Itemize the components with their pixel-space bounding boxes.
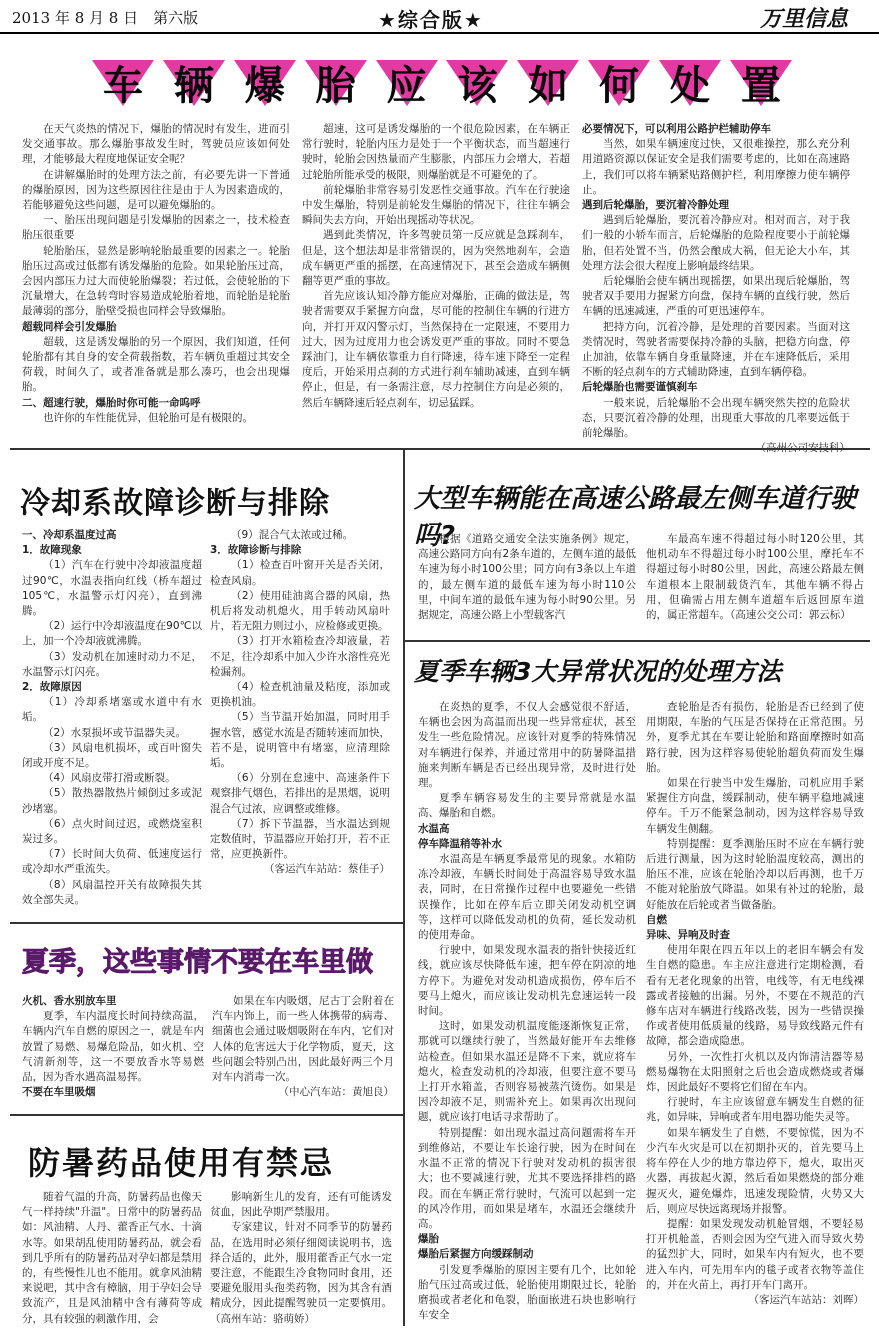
paragraph: 使用年限在四五年以上的老旧车辆会有发生自燃的隐患。车主应注意进行定期检测，看看有无老化现象的出管，电线等，有无电线裸露或者接触的出漏。另外，不要在不规范的汽修车店对车辆进行线路改装，因为一些错误操作或者使用低质量的线路，易导致线路元件有故障，都会造成隐患。 (646, 944, 864, 1048)
paragraph: 自燃 (646, 913, 667, 926)
paragraph: 一、胎压出现问题是引发爆胎的因素之一，技术检查胎压很重要 (22, 214, 290, 242)
paragraph: 把持方向，沉着冷静，是处理的首要因素。当面对这类情况时，驾驶者需要保持冷静的头脑，把稳方向盘，停止加油，依靠车辆自身重量降速，并在车速降低后，采用不断的轻点刹车的方式辅助降速，直到车辆停稳。 (582, 320, 850, 379)
article-left-lane-col1 (418, 532, 636, 636)
title-char: 爆 (244, 62, 285, 109)
paragraph: 根据《道路交通安全法实施条例》规定，高速公路同方向有2条车道的，左侧车道的最低车速为每小时100公里；同方向有3条以上车道的，最左侧车道的最低车速为每小时110公里，中间车道的最低车速为每小时90公里。另据规定，高速公路上小型载客汽 (418, 533, 636, 622)
paragraph: 在天气炎热的情况下，爆胎的情况时有发生，进而引发交通事故。那么爆胎事故发生时，驾驶员应该如何处理，才能够最大程度地保证安全呢？ (22, 123, 290, 166)
paragraph: 停车降温稍等补水 (418, 837, 502, 850)
paragraph: 引发夏季爆胎的原因主要有几个，比如轮胎气压过高或过低，轮胎使用期限过长，轮胎磨损或者老化和龟裂，胎面嵌进石块也影响行车安全 (418, 1263, 636, 1322)
title-char: 处 (670, 62, 710, 109)
article-medicine-col1 (22, 1190, 202, 1326)
paragraph: 另外，一次性打火机以及内饰清洁器等易燃易爆物在太阳照射之后也会造成燃烧或者爆炸，因此最好不要将它们留在车内。 (646, 1050, 864, 1094)
paragraph: （7）长时间大负荷、低速度运行或冷却水严重流失。 (22, 848, 202, 876)
paragraph: 行驶时，车主应该留意车辆发生自燃的征兆，如异味，异响或者车用电器功能失灵等。 (646, 1096, 864, 1124)
edition-label: ★综合版★ (378, 8, 484, 32)
paragraph: （2）运行中冷却液温度在90℃以上，加一个冷却液就沸腾。 (22, 620, 202, 648)
article-cooling-col1 (22, 528, 202, 906)
paragraph: （4）检查机油量及粘度，添加或更换机油。 (210, 681, 390, 709)
paragraph: 随着气温的升高，防暑药品也像天气一样持续"升温"。日常中的防暑药品如：风油精、人丹、藿香正气水、十滴水等。如果胡乱使用防暑药品，就会看到几乎所有的防暑药品对孕妇都是禁用的，有些慢性儿也不能用。就拿风油精来说吧，其中含有樟脑，用于孕妇会导致流产，且是风油精中含有薄荷等成分，具有较强的刺激作用，会 (22, 1191, 202, 1325)
article-summer-anomalies-title: 夏季车辆3大异常状况的处理方法 (414, 657, 782, 686)
section-divider (10, 1114, 403, 1116)
title-char-block (163, 54, 225, 110)
article-in-car-col1 (22, 994, 204, 1100)
title-char-block (659, 54, 721, 110)
paragraph: 在讲解爆胎时的处理方法之前，有必要先讲一下普通的爆胎原因，因为这些原因往往是由于人为因素造成的，若能够避免这些问题，是可以避免爆胎的。 (22, 168, 290, 212)
article-medicine-col2 (210, 1190, 392, 1326)
paragraph: （5）当节温开始加温，同时用手握水管，感觉水流是否随转速而加快，若不是，说明管中有堵塞，应清理除垢。 (210, 711, 390, 770)
paragraph: 后轮爆胎会使车辆出现摇摆，如果出现后轮爆胎，驾驶者双手要用力握紧方向盘，保持车辆的直线行驶，然后车辆的迅速减速，严重的可更迅速停车。 (582, 275, 850, 318)
paragraph: 1．故障现象 (22, 544, 82, 557)
paragraph: 一般来说，后轮爆胎不会出现车辆突然失控的危险状态，只要沉着冷静的处理，出现重大事故的几率要远低于前轮爆胎。 (582, 396, 850, 440)
paragraph: 车最高车速不得超过每小时120公里，其他机动车不得超过每小时100公里，摩托车不得超过每小时80公里，因此，高速公路最左侧车道根本上限制载货汽车，其他车辆不得占用，但确需占用左侧车道超车后返回原车道的，属正常超车。（高速公交公司：郭云标） (646, 533, 864, 622)
title-char-block (517, 54, 579, 110)
title-char-block (92, 54, 154, 110)
paragraph: （8）风扇温控开关有故障损失其效全部失灵。 (22, 878, 202, 906)
article-left-lane-col2 (646, 532, 864, 636)
paragraph: 必要情况下，可以利用公路护栏辅助停车 (582, 123, 771, 135)
article-in-car-title: 夏季，这些事情不要在车里做 (22, 947, 373, 978)
article-tire-burst-col1 (22, 122, 290, 444)
paragraph: 当然，如果车辆速度过快，又很难操控，那么充分利用道路资源以保证安全是我们需要考虑的，比如在高速路上，我们可以将车辆紧贴路侧护栏，利用摩擦力使车辆停止。 (582, 138, 850, 196)
title-char: 何 (599, 62, 640, 109)
paragraph: 也许你的车性能优异，但轮胎可是有极限的。 (43, 411, 253, 424)
paragraph: 遇到后轮爆胎，要沉着冷静应对。相对而言，对于我们一般的小轿车而言，后轮爆胎的危险程度要小于前轮爆胎，但若处置不当，仍然会酿成大祸，但无论大小车，其处理方法会很大程度上影响最终结果。 (582, 214, 850, 272)
article-tire-burst-col2 (302, 122, 570, 444)
section-divider (10, 448, 870, 450)
article-tire-burst-col3 (582, 122, 850, 455)
article-medicine-title: 防暑药品使用有禁忌 (28, 1144, 335, 1182)
title-char: 辆 (173, 62, 214, 109)
title-char: 置 (740, 62, 781, 109)
paragraph: 影响新生儿的发育，还有可能诱发贫血，因此孕期严禁服用。 (210, 1191, 392, 1219)
paragraph: 遇到后轮爆胎，要沉着冷静处理 (582, 199, 729, 212)
title-char-block (730, 54, 792, 110)
paragraph: 2．故障原因 (22, 681, 82, 694)
paragraph: 如果在车内吸烟，尼古丁会附着在汽车内饰上，而一些人体携带的病毒、细菌也会通过吸烟吸附在车内，它们对人体的危害远大于化学物质，夏天，这些问题会特别凸出，因此最好两三个月对车内消毒一次。 (212, 995, 394, 1084)
title-char: 应 (386, 62, 427, 109)
paragraph: 行驶中，如果发现水温表的指针快接近红线，就应该尽快降低车速，把车停在阴凉的地方停下。为避免对发动机造成损伤，停车后不要马上熄火，而应该让发动机先怠速运转一段时间。 (418, 944, 636, 1018)
title-char: 如 (528, 62, 569, 109)
paragraph: 水温高是车辆夏季最常见的现象。水箱防冻冷却液，车辆长时间处于高温容易导致水温表，同时，在日常操作过程中也要避免一些错误操作，比如在停车后立即关闭发动机空调等，这样可以降低发动机的负荷，延长发动机的使用寿命。 (418, 853, 636, 942)
paragraph: 专家建议，针对不同季节的防暑药品，在选用时必须仔细阅读说明书，选择合适的，此外，服用藿香正气水一定要注意，不能跟生冷食物同时食用，还要避免服用头孢类药物，因为其含有酒精成分，因此提醒驾驶员一定要慎用。（高州车站：骆萌娇） (210, 1221, 392, 1325)
paragraph: （1）冷却系堵塞或水道中有水垢。 (22, 696, 202, 724)
title-char: 车 (103, 62, 143, 109)
paragraph: 后轮爆胎也需要谨慎刹车 (582, 381, 698, 394)
paragraph: 轮胎胎压，显然是影响轮胎最重要的因素之一。轮胎胎压过高或过低都有诱发爆胎的危险。如果轮胎压过高，会因内部压力过大而使轮胎爆裂；若过低，会使轮胎的下沉量增大，在急转弯时容易造成轮胎着地，而轮胎是轮胎最薄弱的部分，胎壁受损也同样会导致爆胎。 (22, 244, 290, 318)
paragraph: （客运汽车站站：刘晖） (748, 1293, 864, 1306)
paragraph: （6）点火时间过迟，或燃烧室积炭过多。 (22, 817, 202, 846)
paragraph: （1）汽车在行驶中冷却液温度超过90℃，水温表指向红线（桥车超过105℃，水温警示灯闪亮），直到沸腾。 (22, 559, 202, 618)
paragraph: 二、超速行驶，爆胎时你可能一命呜呼 (22, 396, 201, 409)
masthead (0, 0, 879, 34)
title-char-block (234, 54, 296, 110)
paragraph: 特别提醒：如出现水温过高问题需将车开到维修站，不要让车长途行驶，因为在时间在水温不正常的情况下行驶对发动机的损害很大；也不要减速行驶，尤其不要选择排档的路段。而在车辆正常行驶时，气流可以起到一定的风冷作用，而如果是堵车，水温还会继续升高。 (418, 1126, 636, 1230)
paragraph: （3）打开水箱检查冷却液量，若不足，往冷却系中加入少许水溶性亮光检漏剂。 (210, 635, 390, 678)
paragraph: 超速，这可是诱发爆胎的一个很危险因素，在车辆正常行驶时，轮胎内压力是处于一个平衡状态，而当超速行驶时，轮胎会因热量而产生膨胀，内部压力会增大，若超过轮胎所能承受的极限，则爆胎就是不可避免的了。 (302, 123, 570, 181)
section-divider (404, 640, 870, 642)
paragraph: （1）检查百叶窗开关是否关闭，检查风扇。 (210, 559, 390, 587)
paragraph: （3）风扇电机损坏，或百叶窗失闭或开度不足。 (22, 741, 202, 770)
paragraph: 不要在车里吸烟 (22, 1086, 96, 1099)
paragraph: （7）拆下节温器，当水温达到规定数值时，节温器应开始打开，若不正常，应更换新件。 (210, 817, 390, 861)
article-cooling-col2 (210, 528, 390, 900)
paragraph: （2）水泵损坏或节温器失灵。 (43, 726, 187, 739)
paragraph: 爆胎 (418, 1233, 439, 1246)
paragraph: 提醒：如果发现发动机舱冒烟，不要轻易打开机舱盖，否则会因为空气进入而导致火势的猛烈扩大，同时，如果车内有短火，也不要进入车内，可先用车内的毯子或者衣物等盖住的，并在火苗上，再打开车门离开。 (646, 1217, 864, 1291)
article-summer-anomalies-col1 (418, 700, 636, 1320)
paragraph: 这时，如果发动机温度能逐渐恢复正常，那就可以继续行驶了，当然最好能开车去维修站检查。但如果水温还是降不下来，就应将车熄火，检查发动机的冷却液，但要注意不要马上打开水箱盖，否则容易被蒸汽烫伤。如果是因冷却液不足，则需补充上。如果再次出现问题，就应该打电话寻求帮助了。 (418, 1020, 636, 1124)
paragraph: （9）混合气太浓或过稀。 (231, 529, 354, 541)
article-in-car-col2 (212, 994, 394, 1100)
paragraph: （高州公司安技科） (755, 442, 850, 455)
title-char-block (446, 54, 508, 110)
paragraph: 夏季，车内温度长时间持续高温，车辆内汽车自燃的原因之一，就是车内放置了易燃、易爆危险品，如火机、空气清新剂等，这一不要放香水等易燃品，因为香水遇高温易挥。 (22, 1010, 204, 1084)
paragraph: 一、冷却系温度过高 (22, 529, 117, 541)
paragraph: （4）风扇皮带打滑或断裂。 (43, 772, 176, 785)
title-char: 该 (457, 62, 498, 109)
paragraph: 前轮爆胎非常容易引发恶性交通事故。汽车在行驶途中发生爆胎，特别是前轮发生爆胎的情况下，往往车辆会瞬间失去方向，开始出现摇动等状况。 (302, 183, 570, 227)
paragraph: 爆胎后紧握方向缓踩制动 (418, 1248, 534, 1261)
paragraph: 水温高 (418, 822, 450, 835)
article-left-lane-title: 大型车辆能在高速公路最左侧车道行驶吗? (414, 484, 857, 551)
paragraph: 3．故障诊断与排除 (210, 544, 302, 557)
paragraph: 首先应该认知冷静方能应对爆胎，正确的做法是，驾驶者需要双手紧握方向盘，尽可能的控制住车辆的行进方向，并打开双闪警示灯，当然保持在一定限速，不要用力过大，因为过度用力也会诱发更严重的事故。同时不要急踩油门，让车辆依靠重力自行降速，待车速下降至一定程度后，开始采用点刹的方式进行刹车辅助减速，直到车辆停止，但是，有一条需注意，尽力控制住方向是必须的，然后车辆降速后轻点刹车，切忌猛踩。 (302, 290, 570, 409)
paragraph: 异味、异响及时查 (646, 929, 730, 942)
paragraph: （5）散热器散热片倾倒过多或泥沙堵塞。 (22, 787, 202, 815)
paragraph: （中心汽车站：黄旭良） (278, 1086, 394, 1099)
paragraph: 在炎热的夏季，不仅人会感觉很不舒适，车辆也会因为高温而出现一些异常症状，甚至发生一些危险情况。应该针对夏季的特殊情况对车辆进行保养，并通过常用中的防暑降温措施来判断车辆是否已经出现异常，及时进行处理。 (418, 701, 636, 790)
paragraph: 特别提醒：夏季测胎压时不应在车辆行驶后进行测量，因为这时轮胎温度较高，测出的胎压不准，应该在轮胎冷却以后再测，也千万不能对轮胎放气降温。如果有补过的轮胎，最好能放在后轮或者当做备胎。 (646, 837, 864, 911)
paragraph: 火机、香水别放车里 (22, 995, 117, 1007)
article-tire-burst-title (0, 50, 879, 116)
article-summer-anomalies-col2 (646, 700, 864, 1320)
paragraph: 如果车辆发生了自燃，不要惊慌，因为不少汽车火灾是可以在初期扑灭的，首先要马上将车停在人少的地方靠边停下，熄火，取出灭火器，再拔起火源，然后看如果燃烧的部分难握灭火，避免爆炸，迅速发现险情，火势又大后，则应尽快远离现场并报警。 (646, 1126, 864, 1215)
title-char-block (588, 54, 650, 110)
paragraph: 超载同样会引发爆胎 (22, 320, 117, 333)
newspaper-brand: 万里信息 (760, 6, 849, 32)
paragraph: （2）使用硅油离合器的风扇，热机后将发动机熄火，用手转动风扇叶片，若无阻力则过小，应检修或更换。 (210, 589, 390, 633)
paragraph: 如果在行驶当中发生爆胎，司机应用手紧紧握住方向盘，缓踩制动，使车辆平稳地减速停车。千万不能紧急制动，因为这样容易导致车辆发生侧翻。 (646, 777, 864, 835)
paragraph: 夏季车辆容易发生的主要异常就是水温高、爆胎和自燃。 (418, 792, 636, 820)
paragraph: （3）发动机在加速时动力不足，水温警示灯闪亮。 (22, 650, 202, 678)
article-cooling-title: 冷却系故障诊断与排除 (20, 486, 330, 521)
section-divider (10, 922, 403, 924)
paragraph: （6）分别在怠速中、高速条件下观察排气烟色，若排出的是黑烟，说明混合气过浓，应调整或维修。 (210, 772, 390, 815)
column-divider (403, 448, 405, 1326)
title-char-block (305, 54, 367, 110)
title-char-block (376, 54, 438, 110)
issue-date: 2013 年 8 月 8 日 第六版 (12, 9, 199, 27)
paragraph: （客运汽车站站：蔡佳子） (264, 863, 390, 876)
title-char: 胎 (315, 62, 356, 109)
paragraph: 查轮胎是否有损伤，轮胎是否已经到了使用期限，车胎的气压是否保持在正常范围。另外，夏季尤其在车要让轮胎和路面摩擦时如高路行驶，因为这样容易使轮胎超负荷而发生爆胎。 (646, 701, 864, 774)
paragraph: 超载，这是诱发爆胎的另一个原因，我们知道，任何轮胎都有其自身的安全荷载指数，若车辆负重超过其安全荷载，时间久了，或者准备就是那么凑巧，也会出现爆胎。 (22, 335, 290, 394)
paragraph: 遇到此类情况，许多驾驶员第一反应就是急踩刹车，但是，这个想法却是非常错误的，因为突然地刹车，会造成车辆更严重的摇摆，在高速情况下，甚至会造成车辆侧翻等更严重的事故。 (302, 229, 570, 288)
